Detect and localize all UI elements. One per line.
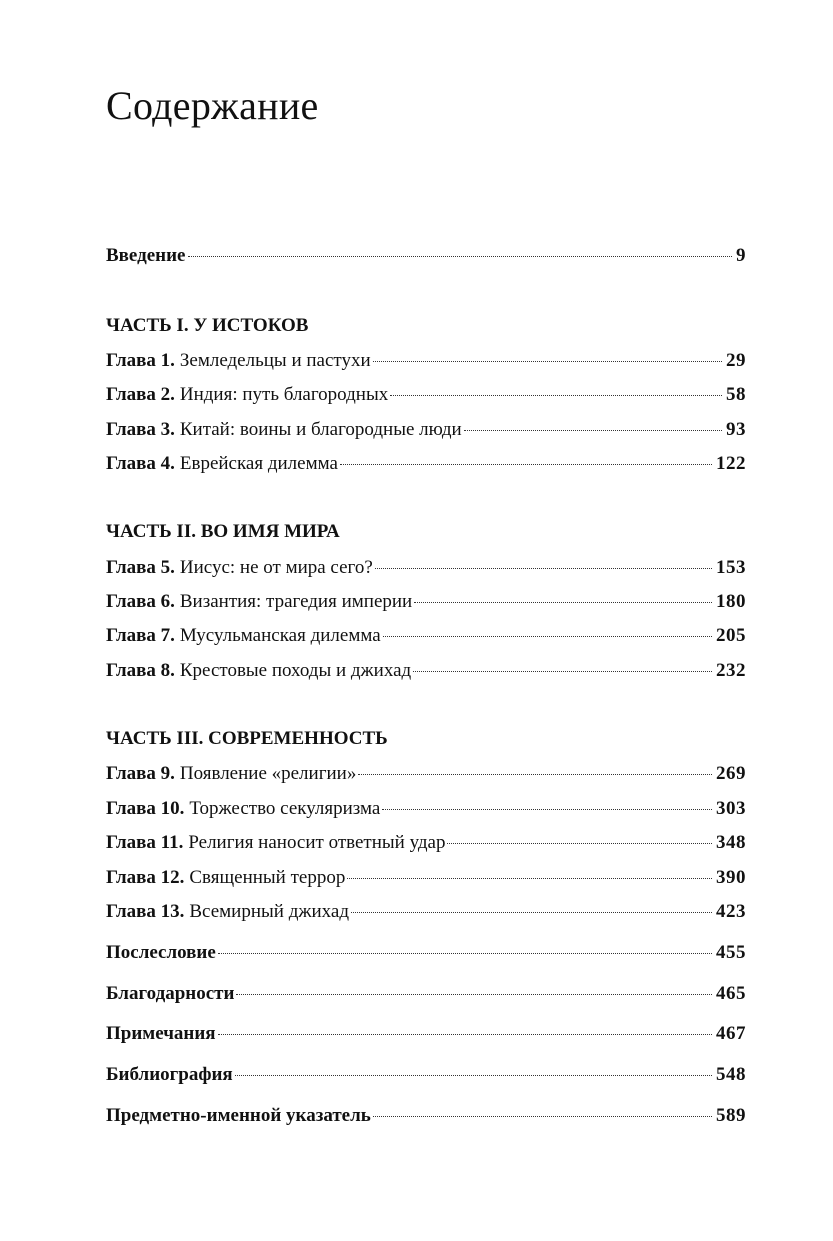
chapter-label: Глава 4. [106, 453, 175, 474]
dot-leader [447, 843, 712, 844]
dot-leader [351, 912, 712, 913]
chapter-label: Глава 3. [106, 419, 175, 440]
part-heading: ЧАСТЬ II. ВО ИМЯ МИРА [106, 521, 340, 542]
dot-leader [218, 1034, 712, 1035]
page-number: 9 [736, 245, 746, 266]
page-number: 93 [726, 419, 746, 440]
page-number: 122 [716, 453, 746, 474]
chapter-label: Глава 9. [106, 763, 175, 784]
page-number: 58 [726, 384, 746, 405]
chapter-title: Религия наносит ответный удар [188, 832, 446, 853]
chapter-title: Еврейская дилемма [179, 453, 338, 474]
page-number: 180 [716, 591, 746, 612]
toc-entry-chapter[interactable] [106, 418, 746, 444]
chapter-title: Мусульманская дилемма [179, 625, 381, 646]
dot-leader [218, 953, 712, 954]
chapter-title: Земледельцы и пастухи [179, 350, 371, 371]
page-number: 589 [716, 1105, 746, 1126]
toc-entry-chapter[interactable] [106, 556, 746, 582]
toc-entry-chapter[interactable] [106, 383, 746, 409]
toc-entry-intro[interactable] [106, 244, 746, 270]
toc-entry-acknowledgements[interactable] [106, 982, 746, 1008]
dot-leader [382, 809, 712, 810]
page-number: 269 [716, 763, 746, 784]
dot-leader [358, 774, 712, 775]
chapter-label: Глава 8. [106, 660, 175, 681]
chapter-label: Глава 13. [106, 901, 185, 922]
page-number: 390 [716, 867, 746, 888]
page-number: 153 [716, 557, 746, 578]
part-heading: ЧАСТЬ I. У ИСТОКОВ [106, 315, 309, 336]
page-number: 465 [716, 983, 746, 1004]
chapter-title: Всемирный джихад [189, 901, 350, 922]
toc-entry-chapter[interactable] [106, 866, 746, 892]
chapter-title: Крестовые походы и джихад [179, 660, 412, 681]
dot-leader [464, 430, 722, 431]
entry-label: Библиография [106, 1064, 233, 1085]
dot-leader [188, 256, 733, 257]
toc-entry-chapter[interactable] [106, 831, 746, 857]
chapter-title: Византия: трагедия империи [179, 591, 413, 612]
toc-entry-chapter[interactable] [106, 797, 746, 823]
toc-entry-chapter[interactable] [106, 624, 746, 650]
toc-entry-index[interactable] [106, 1104, 746, 1130]
toc-entry-afterword[interactable] [106, 941, 746, 967]
dot-leader [375, 568, 712, 569]
toc-entry-chapter[interactable] [106, 762, 746, 788]
chapter-title: Появление «религии» [179, 763, 357, 784]
page-number: 455 [716, 942, 746, 963]
dot-leader [390, 395, 722, 396]
toc-entry-notes[interactable] [106, 1022, 746, 1048]
dot-leader [340, 464, 712, 465]
entry-label: Послесловие [106, 942, 216, 963]
toc-entry-chapter[interactable] [106, 900, 746, 926]
toc-entry-chapter[interactable] [106, 659, 746, 685]
chapter-label: Глава 10. [106, 798, 185, 819]
dot-leader [383, 636, 712, 637]
toc-entry-chapter[interactable] [106, 590, 746, 616]
toc-entry-chapter[interactable] [106, 349, 746, 375]
chapter-label: Глава 12. [106, 867, 185, 888]
dot-leader [413, 671, 712, 672]
part-heading: ЧАСТЬ III. СОВРЕМЕННОСТЬ [106, 728, 388, 749]
page-number: 423 [716, 901, 746, 922]
chapter-label: Глава 7. [106, 625, 175, 646]
chapter-label: Глава 2. [106, 384, 175, 405]
dot-leader [373, 361, 722, 362]
page-number: 232 [716, 660, 746, 681]
dot-leader [347, 878, 712, 879]
chapter-title: Китай: воины и благородные люди [179, 419, 462, 440]
dot-leader [235, 1075, 712, 1076]
chapter-label: Глава 11. [106, 832, 184, 853]
dot-leader [373, 1116, 712, 1117]
entry-label: Благодарности [106, 983, 235, 1004]
page-number: 548 [716, 1064, 746, 1085]
page-number: 348 [716, 832, 746, 853]
dot-leader [236, 994, 712, 995]
entry-label: Введение [106, 245, 186, 266]
page-title: Содержание [106, 83, 319, 128]
chapter-label: Глава 6. [106, 591, 175, 612]
page-number: 205 [716, 625, 746, 646]
page-number: 467 [716, 1023, 746, 1044]
page-number: 29 [726, 350, 746, 371]
toc-entry-bibliography[interactable] [106, 1063, 746, 1089]
chapter-title: Священный террор [189, 867, 346, 888]
chapter-title: Торжество секуляризма [189, 798, 381, 819]
toc-entry-chapter[interactable] [106, 452, 746, 478]
entry-label: Примечания [106, 1023, 216, 1044]
chapter-title: Иисус: не от мира сего? [179, 557, 373, 578]
chapter-label: Глава 5. [106, 557, 175, 578]
chapter-label: Глава 1. [106, 350, 175, 371]
dot-leader [414, 602, 712, 603]
entry-label: Предметно-именной указатель [106, 1105, 371, 1126]
chapter-title: Индия: путь благородных [179, 384, 389, 405]
page-number: 303 [716, 798, 746, 819]
